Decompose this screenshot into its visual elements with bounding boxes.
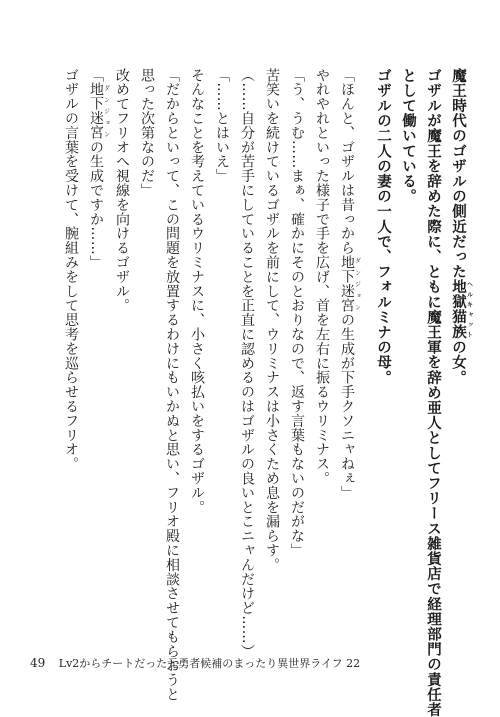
intro-line-1 xyxy=(445,68,472,638)
dialogue-line-1 xyxy=(334,68,360,638)
ruby-hellcat-reading: ヘルキャット xyxy=(465,279,473,340)
intro-line-3: として働いている。 xyxy=(400,68,416,204)
section-gap xyxy=(360,68,370,638)
ruby-word-2: 地下迷宮 xyxy=(88,82,104,141)
dialogue-line-6: 「……とはいえ」 xyxy=(214,68,230,184)
ruby-hellcat: 地獄猫族 ヘルキャット xyxy=(450,279,473,340)
running-title: Lv2からチートだった元勇者候補のまったり異世界ライフ 22 xyxy=(58,657,361,670)
intro-line-1-after: の女。 xyxy=(450,339,466,386)
intro-line-1-before: 魔王時代のゴザルの側近だった xyxy=(450,68,466,280)
thought-line-5: （……自分が苦手にしていることを正直に認めるのはゴザルの良いとこニャんだけど……） xyxy=(239,68,255,659)
dialogue-line-3: 「う、うむ……まぁ、確かにそのとおりなので、返す言葉もないのだがな」 xyxy=(289,68,305,558)
ruby-dungeon-1 xyxy=(339,255,361,313)
dialogue-line-9: 思った次第なのだ」 xyxy=(139,68,155,198)
line-1-before: 「ほんと、ゴザルは昔っから xyxy=(339,68,355,256)
page-number: 49 xyxy=(30,656,46,670)
ruby-reading-1: ダンジョン xyxy=(353,255,361,313)
narration-line-10: 改めてフリオへ視線を向けるゴザル。 xyxy=(114,68,130,313)
ruby-dungeon-2 xyxy=(88,82,110,141)
page-footer xyxy=(30,655,360,671)
dialogue-line-8: 「だからといって、この問題を放置するわけにもいかぬと思い、フリオ殿に相談させてもらおうと xyxy=(164,68,180,702)
narration-line-4: 苦笑いを続けているゴザルを前にして、ウリミナスは小さくため息を漏らす。 xyxy=(264,68,280,572)
narration-line-12: ゴザルの言葉を受けて、腕組みをして思考を巡らせるフリオ。 xyxy=(63,68,79,472)
intro-line-4: ゴザルの二人の妻の一人で、フォルミナの母。 xyxy=(375,68,391,386)
line-11-after: の生成ですか……」 xyxy=(88,140,104,270)
ruby-word-1: 地下迷宮 xyxy=(339,255,355,313)
narration-line-2: やれやれといった様子で手を広げ、首を左右に振るウリミナス。 xyxy=(314,68,330,486)
line-1-after: の生成が下手クソニャねぇ」 xyxy=(339,312,355,501)
ruby-reading-2: ダンジョン xyxy=(102,82,110,140)
intro-line-2: ゴザルが魔王を辞めた際に、ともに魔王軍を辞め亜人としてフリース雑貨店で経理部門の責任者 xyxy=(425,68,441,717)
intro-line-1-text xyxy=(450,68,473,386)
dialogue-line-11 xyxy=(83,68,109,638)
narration-line-7: そんなことを考えているウリミナスに、小さく咳払いをするゴザル。 xyxy=(189,68,205,515)
line-11-before: 「 xyxy=(88,68,104,83)
